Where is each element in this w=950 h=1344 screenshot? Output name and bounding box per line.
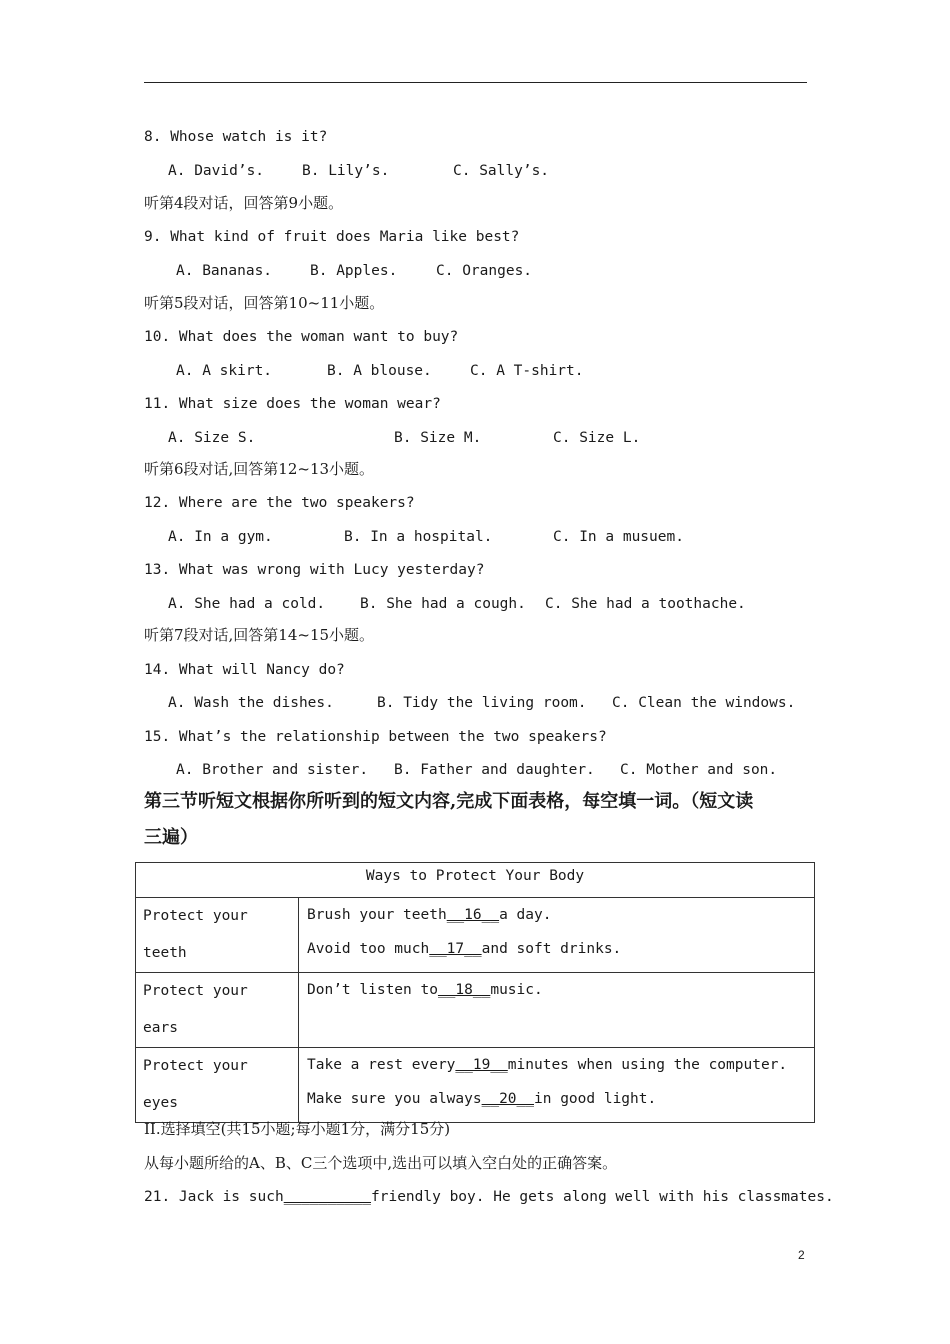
text: Don’t listen to (307, 982, 438, 998)
teeth-line-1 (307, 898, 814, 932)
blank-19: __19__ (455, 1057, 508, 1073)
question-11-option-b: B. Size M. (394, 430, 482, 446)
blank-16: __16__ (446, 907, 500, 923)
text: minutes when using the computer. (507, 1057, 788, 1073)
row-label-line-1: Protect your (143, 1058, 248, 1074)
row-label-line-2: teeth (143, 945, 187, 961)
question-9-option-b: B. Apples. (310, 263, 398, 279)
question-9-option-c: C. Oranges. (436, 263, 533, 279)
row-label-ears (136, 973, 299, 1048)
question-9-option-a: A. Bananas. (176, 263, 273, 279)
section-3-heading-line-1: 第三节听短文根据你所听到的短文内容,完成下面表格，每空填一词。（短文读 (144, 791, 754, 812)
question-21-pre: 21. Jack is such (144, 1189, 284, 1205)
row-label-line-2: eyes (143, 1095, 178, 1111)
table-row-ears (136, 973, 815, 1048)
text: Take a rest every (307, 1057, 456, 1073)
question-9-stem: 9. What kind of fruit does Maria like best? (144, 229, 520, 245)
question-15-option-b: B. Father and daughter. (394, 762, 595, 778)
question-12-option-a: A. In a gym. (168, 529, 273, 545)
question-12-option-b: B. In a hospital. (344, 529, 493, 545)
blank-17: __17__ (429, 941, 482, 957)
question-8-option-c: C. Sally’s. (453, 163, 550, 179)
row-content-teeth (299, 898, 815, 973)
question-13-option-b: B. She had a cough. (360, 596, 526, 612)
question-13-option-a: A. She had a cold. (168, 596, 326, 612)
question-21-post: friendly boy. He gets along well with his classmates. (371, 1189, 834, 1205)
text: and soft drinks. (481, 941, 622, 957)
section-instruction-6: 听第6段对话,回答第12~13小题。 (144, 460, 375, 478)
section-3-heading-line-2: 三遍） (144, 827, 198, 848)
table-row-eyes (136, 1048, 815, 1123)
question-14-option-a: A. Wash the dishes. (168, 695, 334, 711)
row-label-line-1: Protect your (143, 983, 248, 999)
header-rule (144, 82, 807, 83)
text: Avoid too much (307, 941, 430, 957)
table-title: Ways to Protect Your Body (136, 863, 815, 898)
question-21-blank: __________ (283, 1189, 371, 1205)
eyes-line-2 (307, 1082, 814, 1116)
text: Make sure you always (307, 1091, 482, 1107)
question-8-option-b: B. Lily’s. (302, 163, 390, 179)
question-10-option-c: C. A T-shirt. (470, 363, 584, 379)
question-8-stem: 8. Whose watch is it? (144, 129, 328, 145)
question-15-stem: 15. What’s the relationship between the two speakers? (144, 729, 607, 745)
question-14-stem: 14. What will Nancy do? (144, 662, 345, 678)
question-15-option-a: A. Brother and sister. (176, 762, 369, 778)
eyes-line-1 (307, 1048, 814, 1082)
part-2-heading: II.选择填空(共15小题;每小题1分，满分15分) (144, 1120, 451, 1138)
ears-line-1 (307, 973, 814, 1007)
question-12-option-c: C. In a musuem. (553, 529, 684, 545)
row-label-eyes (136, 1048, 299, 1123)
blank-20: __20__ (481, 1091, 534, 1107)
ways-to-protect-table (135, 862, 815, 1123)
question-12-stem: 12. Where are the two speakers? (144, 495, 415, 511)
text: in good light. (534, 1091, 657, 1107)
teeth-line-2 (307, 932, 814, 966)
question-13-option-c: C. She had a toothache. (545, 596, 746, 612)
text: music. (490, 982, 543, 998)
question-21 (144, 1188, 834, 1206)
section-instruction-5: 听第5段对话，回答第10~11小题。 (144, 294, 385, 312)
section-instruction-4: 听第4段对话，回答第9小题。 (144, 194, 344, 212)
text: a day. (499, 907, 552, 923)
row-label-teeth (136, 898, 299, 973)
row-label-line-1: Protect your (143, 908, 248, 924)
question-11-option-c: C. Size L. (553, 430, 641, 446)
blank-18: __18__ (437, 982, 491, 998)
question-14-option-b: B. Tidy the living room. (377, 695, 587, 711)
question-13-stem: 13. What was wrong with Lucy yesterday? (144, 562, 485, 578)
question-11-stem: 11. What size does the woman wear? (144, 396, 441, 412)
question-8-option-a: A. David’s. (168, 163, 265, 179)
question-10-option-a: A. A skirt. (176, 363, 273, 379)
question-10-stem: 10. What does the woman want to buy? (144, 329, 459, 345)
table-row-teeth (136, 898, 815, 973)
row-content-eyes (299, 1048, 815, 1123)
page-number: 2 (798, 1248, 805, 1262)
row-label-line-2: ears (143, 1020, 178, 1036)
row-content-ears (299, 973, 815, 1048)
question-10-option-b: B. A blouse. (327, 363, 432, 379)
text: Brush your teeth (307, 907, 447, 923)
question-15-option-c: C. Mother and son. (620, 762, 778, 778)
part-2-instruction: 从每小题所给的A、B、C三个选项中,选出可以填入空白处的正确答案。 (144, 1154, 618, 1172)
question-14-option-c: C. Clean the windows. (612, 695, 796, 711)
section-instruction-7: 听第7段对话,回答第14~15小题。 (144, 626, 375, 644)
question-11-option-a: A. Size S. (168, 430, 256, 446)
